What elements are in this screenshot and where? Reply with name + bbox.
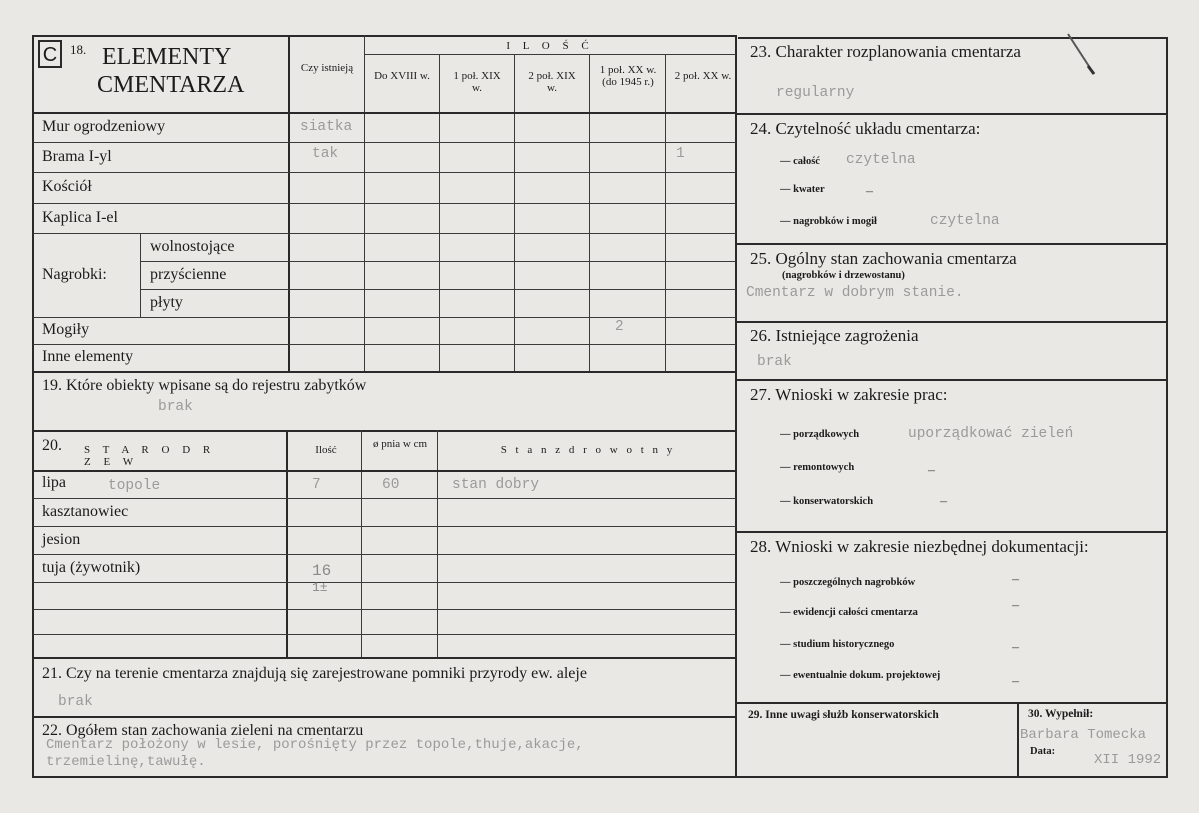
s20-col-pnia: ø pnia w cm — [372, 438, 428, 450]
s22-label: 22. Ogółem stan zachowania zieleni na cmentarzu — [42, 722, 364, 739]
s25-value: Cmentarz w dobrym stanie. — [746, 285, 964, 301]
frame-middle — [735, 35, 737, 778]
frame-right — [1166, 37, 1168, 778]
s18-col-do-xviii: Do XVIII w. — [374, 70, 430, 82]
s29-label: 29. Inne uwagi służb konserwatorskich — [748, 709, 939, 721]
s20-col-line — [437, 430, 438, 658]
s20-col-line — [286, 430, 288, 658]
row-plyty: płyty — [150, 294, 183, 311]
paperclip-mark-icon — [1064, 30, 1100, 80]
s20-lipa-extra: topole — [108, 478, 161, 494]
frame-top-left — [33, 35, 736, 37]
brama-2polxx-value: 1 — [676, 146, 685, 162]
s18-ilosc-underline — [364, 54, 736, 55]
s18-number: 18. — [70, 42, 87, 57]
row-line — [33, 554, 736, 555]
s20-tuja-ilosc-2: 1± — [312, 580, 328, 595]
s20-row-jesion: jesion — [42, 531, 81, 548]
s24-calosc: — całość — [780, 156, 820, 167]
s20-title: S T A R O D R Z E W — [84, 444, 216, 468]
s26-value: brak — [757, 354, 792, 370]
s30-date: XII 1992 — [1094, 752, 1162, 768]
s18-col-line — [665, 54, 666, 372]
s28-label: 28. Wnioski w zakresie niezbędnej dokumentacji: — [750, 537, 1089, 556]
s18-col-line — [589, 54, 590, 372]
s26-bottom — [736, 379, 1168, 381]
brama-czy-value: tak — [312, 146, 339, 162]
s19-label: 19. Które obiekty wpisane są do rejestru zabytków — [42, 377, 367, 394]
s18-col-1pol-xix: 1 poł. XIX w. — [453, 70, 501, 94]
row-kaplica: Kaplica I-el — [42, 209, 118, 226]
s19-value: brak — [158, 399, 193, 415]
s18-header-bottom — [33, 112, 736, 114]
row-line — [33, 317, 736, 318]
row-mur: Mur ogrodzeniowy — [42, 118, 166, 135]
s19-bottom — [33, 430, 736, 432]
s20-row-lipa: lipa — [42, 474, 66, 491]
s27-remontowych: — remontowych — [780, 462, 855, 473]
s20-lipa-stan: stan dobry — [452, 477, 540, 493]
section-c-box: C — [38, 40, 62, 68]
s24-nagrobkow-value: czytelna — [930, 213, 1000, 229]
s30-data-label: Data: — [1030, 746, 1056, 757]
s18-col-2pol-xix: 2 poł. XIX w. — [528, 70, 576, 94]
s24-kwater: — kwater — [780, 184, 825, 195]
s20-lipa-ilosc: 7 — [312, 477, 321, 493]
row-line — [140, 261, 736, 262]
s18-col-2pol-xx: 2 poł. XX w. — [674, 70, 732, 82]
row-mogily: Mogiły — [42, 321, 90, 338]
row-line — [33, 582, 736, 583]
row-line — [33, 634, 736, 635]
s18-col-line — [439, 54, 440, 372]
s18-title-2: CMENTARZA — [97, 72, 245, 98]
s18-col-ilosc: I L O Ś Ć — [506, 40, 594, 52]
s18-title-1: ELEMENTY — [102, 44, 232, 70]
s23-label: 23. Charakter rozplanowania cmentarza — [750, 42, 1021, 61]
s28-item-2: — ewidencji całości cmentarza — [780, 607, 918, 618]
s18-bottom — [33, 371, 736, 373]
row-brama: Brama I-yl — [42, 148, 112, 165]
row-wolnostojace: wolnostojące — [150, 238, 235, 255]
s18-col-czy: Czy istnieją — [300, 62, 354, 74]
s25-sub: (nagrobków i drzewostanu) — [782, 270, 905, 281]
row-kosciol: Kościół — [42, 178, 92, 195]
s23-bottom — [736, 113, 1168, 115]
row-przyscienne: przyścienne — [150, 266, 227, 283]
row-line — [33, 526, 736, 527]
s24-nagrobkow: — nagrobków i mogił — [780, 216, 877, 227]
s27-label: 27. Wnioski w zakresie prac: — [750, 385, 948, 404]
row-inne: Inne elementy — [42, 348, 134, 365]
row-line — [33, 609, 736, 610]
s20-lipa-pnia: 60 — [382, 477, 400, 493]
s21-bottom — [33, 716, 736, 718]
s28-item-3: — studium historycznego — [780, 639, 895, 650]
s20-bottom — [33, 657, 736, 659]
s20-col-stan: S t a n z d r o w o t n y — [500, 444, 676, 456]
s22-value-1: Cmentarz położony w lesie, porośnięty przez topole,thuje,akacje, — [46, 737, 584, 753]
s28-dash-1: – — [1012, 572, 1019, 587]
s20-col-ilosc: Ilość — [315, 444, 337, 456]
s28-dash-3: – — [1012, 640, 1019, 655]
row-nagrobki: Nagrobki: — [42, 266, 107, 283]
s29-s30-divider — [1017, 702, 1019, 778]
frame-bottom — [32, 776, 1168, 778]
s24-calosc-value: czytelna — [846, 152, 916, 168]
nagrobki-divider — [140, 233, 141, 317]
s20-header-bottom — [33, 470, 736, 472]
s24-bottom — [736, 243, 1168, 245]
s28-dash-2: – — [1012, 598, 1019, 613]
s30-name: Barbara Tomecka — [1020, 727, 1147, 743]
s24-label: 24. Czytelność układu cmentarza: — [750, 119, 981, 138]
s26-label: 26. Istniejące zagrożenia — [750, 326, 919, 345]
s20-number: 20. — [42, 437, 62, 454]
s20-row-kasztanowiec: kasztanowiec — [42, 503, 129, 520]
mogily-1polxx-value: 2 — [615, 319, 624, 335]
s27-porzadkowych-value: uporządkować zieleń — [908, 426, 1074, 442]
row-line — [33, 233, 736, 234]
frame-top-right — [738, 37, 1168, 39]
s28-bottom — [736, 702, 1168, 704]
s20-tuja-ilosc: 16 — [312, 562, 332, 580]
s21-label: 21. Czy na terenie cmentarza znajdują się zarejestrowane pomniki przyrody ew. aleje — [42, 665, 587, 682]
s28-item-1: — poszczególnych nagrobków — [780, 577, 916, 588]
s20-row-tuja: tuja (żywotnik) — [42, 559, 141, 576]
mur-czy-value: siatka — [300, 119, 353, 135]
row-line — [33, 172, 736, 173]
s28-item-4: — ewentualnie dokum. projektowej — [780, 670, 941, 681]
s27-bottom — [736, 531, 1168, 533]
s25-bottom — [736, 321, 1168, 323]
s27-remontowych-value: – — [928, 463, 935, 478]
row-line — [33, 498, 736, 499]
s27-konserwatorskich: — konserwatorskich — [780, 496, 874, 507]
s27-konserwatorskich-value: – — [940, 494, 947, 509]
frame-left — [32, 35, 34, 778]
s18-col-line — [514, 54, 515, 372]
s22-value-2: trzemielinę,tawułę. — [46, 754, 206, 770]
s24-kwater-value: – — [866, 184, 873, 199]
row-line — [140, 289, 736, 290]
s18-col-1pol-xx: 1 poł. XX w. (do 1945 r.) — [599, 64, 657, 88]
s20-col-line — [361, 430, 362, 658]
row-line — [33, 203, 736, 204]
s23-value: regularny — [776, 85, 855, 101]
row-line — [33, 142, 736, 143]
s21-value: brak — [58, 694, 93, 710]
s28-dash-4: – — [1012, 674, 1019, 689]
s25-label: 25. Ogólny stan zachowania cmentarza — [750, 249, 1017, 268]
s27-porzadkowych: — porządkowych — [780, 429, 860, 440]
row-line — [33, 344, 736, 345]
s30-label: 30. Wypełnił: — [1028, 708, 1094, 720]
